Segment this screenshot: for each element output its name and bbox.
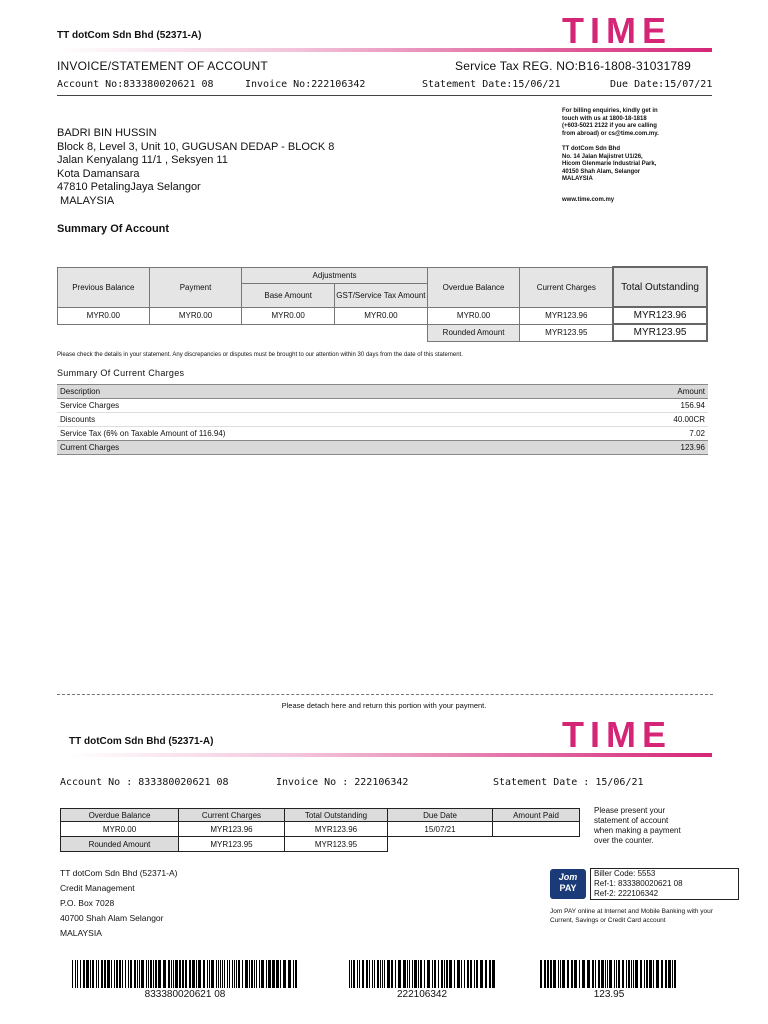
slip-th-paid: Amount Paid <box>493 809 580 822</box>
address-country: MALAYSIA <box>57 194 115 207</box>
slip-statement-date: Statement Date : 15/06/21 <box>493 777 644 788</box>
biller-ref1: Ref-1: 833380020621 08 <box>594 879 683 888</box>
doc-title: INVOICE/STATEMENT OF ACCOUNT <box>57 59 268 73</box>
th-previous-balance: Previous Balance <box>58 267 150 307</box>
biller-code: Biller Code: 5553 <box>594 869 656 878</box>
slip-note-line: over the counter. <box>594 836 654 845</box>
slip-th-overdue: Overdue Balance <box>61 809 179 822</box>
slip-company-name: TT dotCom Sdn Bhd (52371-A) <box>69 736 214 747</box>
val-previous-balance: MYR0.00 <box>58 307 150 324</box>
customer-name: BADRI BIN HUSSIN <box>57 127 157 139</box>
slip-th-due: Due Date <box>388 809 493 822</box>
company-line: No. 14 Jalan Majistret U1/26, <box>562 153 643 160</box>
company-address <box>562 146 656 184</box>
slip-return-address <box>60 866 178 941</box>
due-date: Due Date:15/07/21 <box>610 79 713 90</box>
rounded-total: MYR123.95 <box>613 324 707 341</box>
current-charges-title: Summary Of Current Charges <box>57 368 185 378</box>
charge-amount: 156.94 <box>680 401 705 410</box>
header-band <box>57 48 712 52</box>
slip-val-current: MYR123.96 <box>179 822 285 837</box>
slip-val-due: 15/07/21 <box>388 822 493 837</box>
slip-logo-text: TIME <box>562 718 672 752</box>
account-number: Account No:833380020621 08 <box>57 79 214 90</box>
company-line: TT dotCom Sdn Bhd <box>562 146 620 152</box>
contact-line: (+603-5021 2122 if you are calling <box>562 123 657 129</box>
barcode-invoice-label: 222106342 <box>396 989 448 1000</box>
slip-rounded-total: MYR123.95 <box>285 837 388 852</box>
barcode-account-label: 833380020621 08 <box>144 989 226 1000</box>
address-line: Jalan Kenyalang 11/1 , Seksyen 11 <box>57 154 228 166</box>
slip-val-overdue: MYR0.00 <box>61 822 179 837</box>
contact-line: For billing enquiries, kindly get in <box>562 108 658 114</box>
summary-title: Summary Of Account <box>57 223 170 235</box>
val-current: MYR123.96 <box>520 307 613 324</box>
company-line: Hicom Glenmarie Industrial Park, <box>562 161 657 167</box>
company-line: 40150 Shah Alam, Selangor <box>562 168 641 175</box>
charge-desc: Service Tax (6% on Taxable Amount of 116.94) <box>60 429 226 438</box>
th-gst: GST/Service Tax Amount <box>335 283 428 307</box>
slip-address-line: TT dotCom Sdn Bhd (52371-A) <box>60 868 178 878</box>
slip-rounded-label: Rounded Amount <box>61 837 179 852</box>
jompay-text-line: Jom PAY online at Internet and Mobile Banking with your <box>550 908 713 915</box>
jompay-text-line: Current, Savings or Credit Card account <box>550 917 666 924</box>
address-line: 47810 PetalingJaya Selangor <box>57 181 201 193</box>
company-name: TT dotCom Sdn Bhd (52371-A) <box>57 30 202 41</box>
biller-ref2: Ref-2: 222106342 <box>594 889 659 898</box>
jompay-logo <box>550 869 586 899</box>
statement-date: Statement Date:15/06/21 <box>422 79 561 90</box>
logo-text: TIME <box>562 14 672 48</box>
charge-amount: 7.02 <box>689 429 705 438</box>
jompay-logo-bottom: PAY <box>559 883 577 893</box>
customer-address <box>57 127 334 208</box>
barcode-account <box>72 960 298 988</box>
charge-desc: Service Charges <box>60 401 120 410</box>
website: www.time.com.my <box>562 197 615 203</box>
slip-note-line: Please present your <box>594 806 666 815</box>
slip-address-line: 40700 Shah Alam Selangor <box>60 913 164 923</box>
contact-line: touch with us at 1800-18-1818 <box>562 115 647 122</box>
summary-table <box>57 266 708 342</box>
val-overdue: MYR0.00 <box>427 307 520 324</box>
slip-invoice: Invoice No : 222106342 <box>276 777 409 788</box>
barcode-amount-label: 123.95 <box>593 989 625 1000</box>
slip-note-line: when making a payment <box>594 826 681 835</box>
th-adjustments: Adjustments <box>242 267 427 283</box>
address-line: Block 8, Level 3, Unit 10, GUGUSAN DEDAP - BLOCK 8 <box>57 140 335 153</box>
jompay-logo-top: Jom <box>558 872 578 882</box>
val-total: MYR123.96 <box>613 307 707 324</box>
th-payment: Payment <box>149 267 242 307</box>
contact-line: from abroad) or cs@time.com.my. <box>562 130 659 137</box>
slip-time-logo <box>558 718 714 752</box>
time-logo <box>558 14 714 48</box>
th-total: Total Outstanding <box>613 267 707 307</box>
charges-total-amount: 123.96 <box>591 441 708 455</box>
slip-rounded-current: MYR123.95 <box>179 837 285 852</box>
billing-contact <box>562 108 659 138</box>
jompay-text <box>550 907 713 925</box>
charges-table <box>57 384 708 455</box>
invoice-number: Invoice No:222106342 <box>245 79 366 90</box>
slip-band <box>69 753 712 757</box>
val-payment: MYR0.00 <box>149 307 242 324</box>
slip-address-line: Credit Management <box>60 883 135 893</box>
charges-col-description: Description <box>57 385 591 399</box>
slip-th-total: Total Outstanding <box>285 809 388 822</box>
service-tax-no: Service Tax REG. NO:B16-1808-31031789 <box>455 59 691 73</box>
charges-col-amount: Amount <box>591 385 708 399</box>
slip-address-line: MALAYSIA <box>60 928 102 938</box>
header-divider <box>57 95 712 96</box>
company-line: MALAYSIA <box>562 176 593 182</box>
th-base-amount: Base Amount <box>242 283 335 307</box>
charges-total-label: Current Charges <box>57 441 591 455</box>
slip-note-line: statement of account <box>594 816 669 825</box>
charge-desc: Discounts <box>60 415 96 424</box>
th-current: Current Charges <box>520 267 613 307</box>
address-line: Kota Damansara <box>57 167 140 180</box>
barcode-invoice <box>349 960 495 988</box>
rounded-label: Rounded Amount <box>427 324 520 341</box>
slip-table <box>60 808 580 852</box>
slip-th-current: Current Charges <box>179 809 285 822</box>
detach-line <box>57 694 713 695</box>
slip-account: Account No : 833380020621 08 <box>60 777 229 788</box>
amount-paid-field[interactable] <box>493 822 580 837</box>
biller-box <box>590 868 739 900</box>
rounded-current: MYR123.95 <box>520 324 613 341</box>
slip-note <box>594 806 681 846</box>
val-gst: MYR0.00 <box>335 307 428 324</box>
th-overdue: Overdue Balance <box>427 267 520 307</box>
charge-amount: 40.00CR <box>673 415 705 424</box>
slip-val-total: MYR123.96 <box>285 822 388 837</box>
detach-text: Please detach here and return this portion with your payment. <box>281 701 487 710</box>
dispute-notice: Please check the details in your statement. Any discrepancies or disputes must be brought to our attention within 30 days from the date of this statement. <box>57 352 463 358</box>
val-base-amount: MYR0.00 <box>242 307 335 324</box>
barcode-amount <box>540 960 678 988</box>
slip-address-line: P.O. Box 7028 <box>60 898 115 908</box>
